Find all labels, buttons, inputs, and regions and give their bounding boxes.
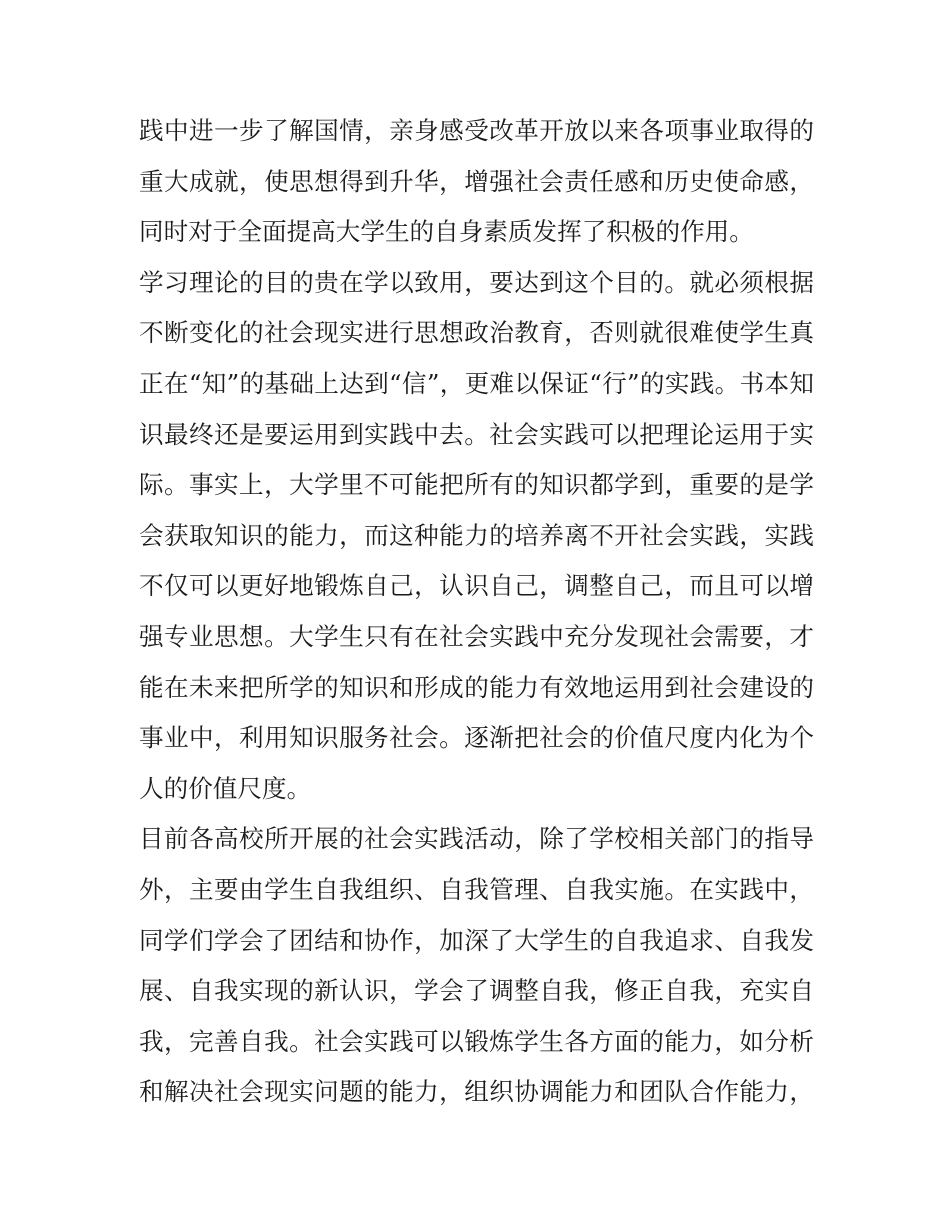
text-line: 展、自我实现的新认识，学会了调整自我，修正自我，充实自 [139,976,814,1006]
text-line: 强专业思想。大学生只有在社会实践中充分发现社会需要，才 [139,621,814,651]
text-line: 和解决社会现实问题的能力，组织协调能力和团队合作能力， [139,1077,814,1107]
text-line: 我，完善自我。社会实践可以锻炼学生各方面的能力，如分析 [139,1026,814,1056]
text-line: 重大成就，使思想得到升华，增强社会责任感和历史使命感， [139,166,814,196]
paragraph-2 [139,258,814,815]
text-line: 同学们学会了团结和协作，加深了大学生的自我追求、自我发 [139,925,814,955]
text-line: 学习理论的目的贵在学以致用，要达到这个目的。就必须根据 [139,267,814,297]
document-body [139,106,814,1118]
text-line: 不断变化的社会现实进行思想政治教育，否则就很难使学生真 [139,318,814,348]
text-line: 会获取知识的能力，而这种能力的培养离不开社会实践，实践 [139,520,814,550]
text-line: 能在未来把所学的知识和形成的能力有效地运用到社会建设的 [139,672,814,702]
text-line: 正在“知”的基础上达到“信”，更难以保证“行”的实践。书本知 [139,368,814,398]
text-line: 目前各高校所开展的社会实践活动，除了学校相关部门的指导 [139,824,814,854]
paragraph-1 [139,106,814,258]
text-line: 事业中，利用知识服务社会。逐渐把社会的价值尺度内化为个 [139,723,814,753]
text-line: 识最终还是要运用到实践中去。社会实践可以把理论运用于实 [139,419,814,449]
text-line: 际。事实上，大学里不可能把所有的知识都学到，重要的是学 [139,470,814,500]
paragraph-3 [139,814,814,1118]
text-line: 外，主要由学生自我组织、自我管理、自我实施。在实践中， [139,874,814,904]
text-line: 不仅可以更好地锻炼自己，认识自己，调整自己，而且可以增 [139,571,814,601]
text-line: 践中进一步了解国情，亲身感受改革开放以来各项事业取得的 [139,116,814,145]
text-line: 同时对于全面提高大学生的自身素质发挥了积极的作用。 [139,217,754,247]
text-line: 人的价值尺度。 [139,773,312,803]
